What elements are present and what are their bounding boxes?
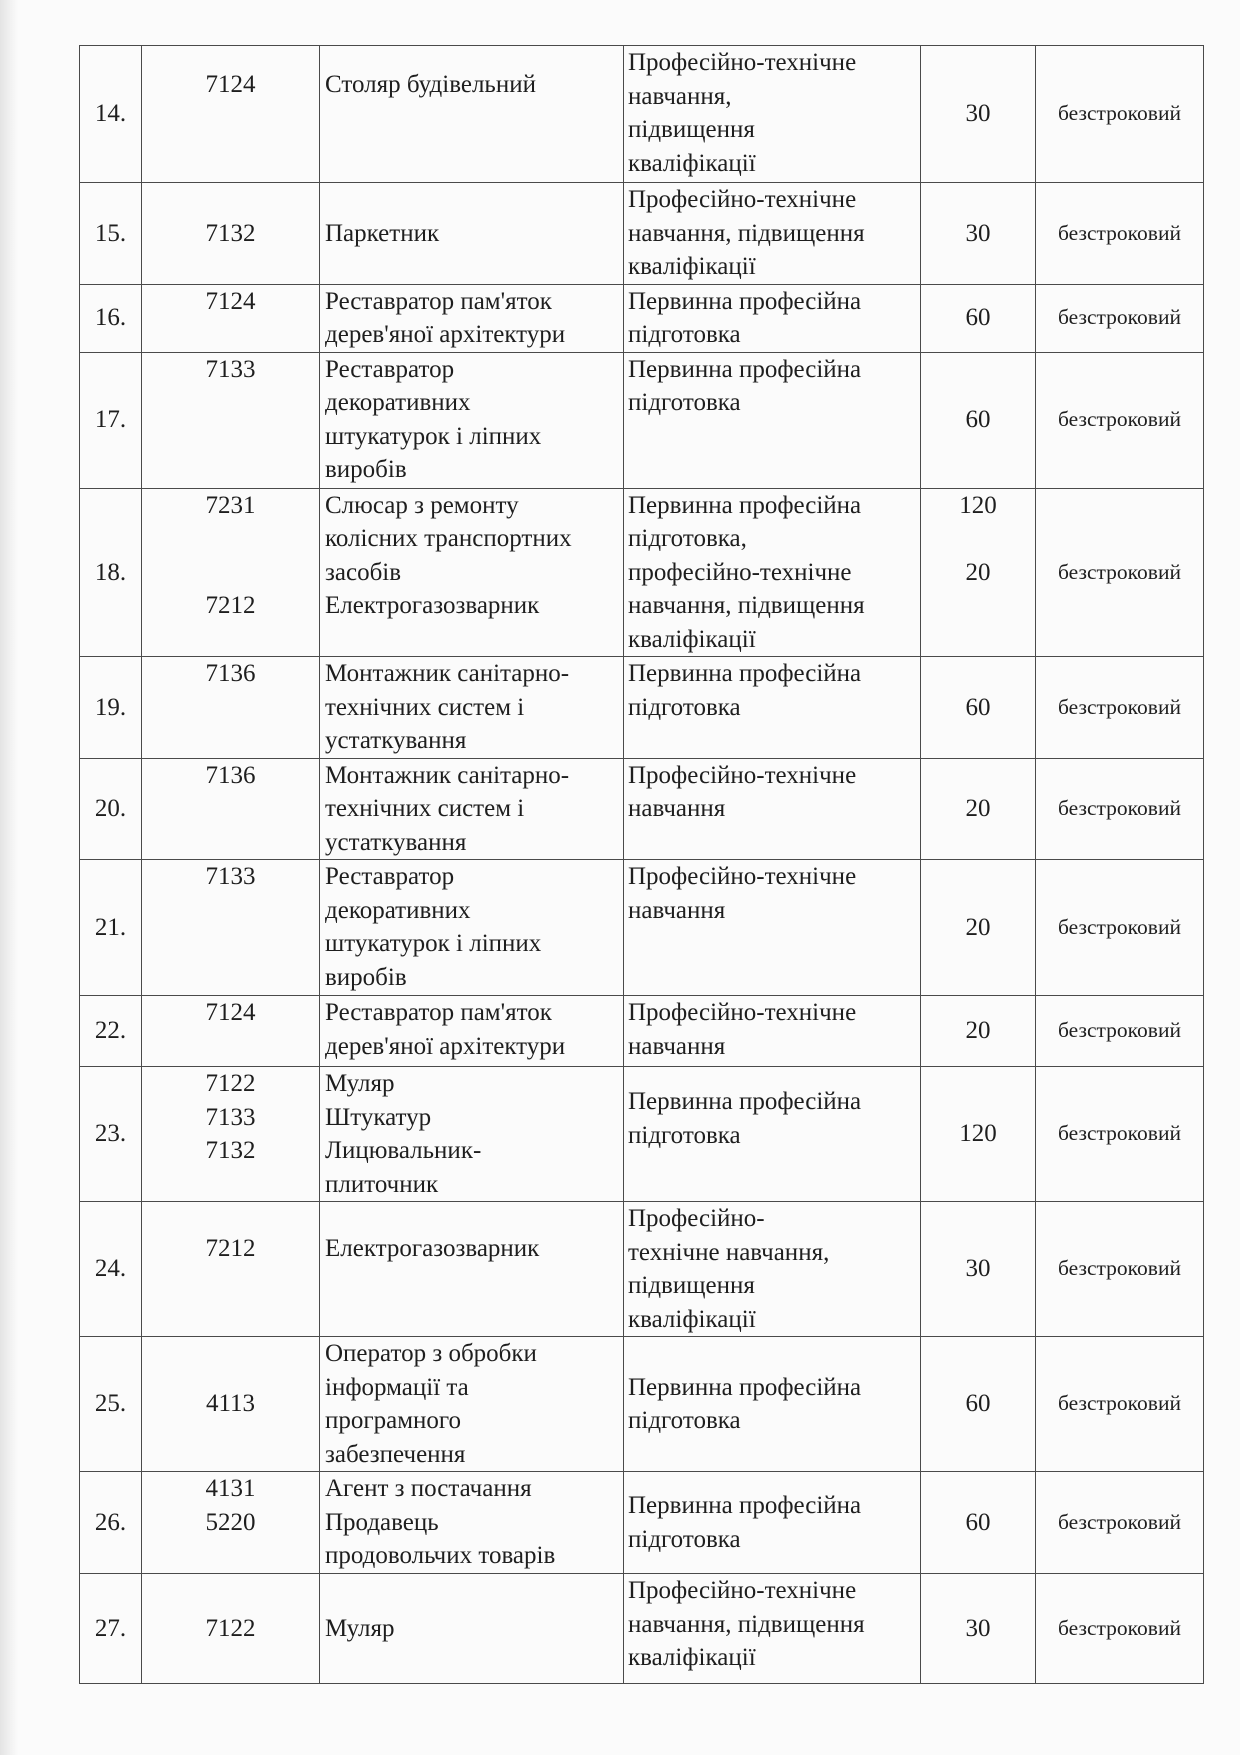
training-type-line: Первинна професійна (628, 1088, 862, 1115)
profession-code: 4131 (205, 1475, 256, 1502)
persons-count: 120 (921, 1067, 1036, 1202)
profession-codes (142, 860, 320, 996)
table-row (80, 46, 1204, 183)
training-type-line: навчання (628, 1032, 726, 1060)
profession-codes (142, 488, 320, 657)
profession-name-line: Реставратор (325, 863, 455, 890)
profession-name-line: забезпечення (325, 1440, 466, 1468)
profession-name-line: Паркетник (325, 219, 440, 247)
training-type-line: навчання (628, 795, 726, 822)
training-type-line: технічне навчання, (628, 1238, 830, 1266)
profession-name-line: плиточник (325, 1170, 439, 1198)
training-type-line: кваліфікації (628, 1644, 756, 1671)
profession-name-line: Монтажник санітарно- (325, 761, 570, 789)
spacer (927, 522, 1029, 556)
profession-name (320, 352, 624, 488)
row-number: 23. (80, 1067, 142, 1202)
table-row (80, 1067, 1204, 1202)
table-row (80, 488, 1204, 657)
persons-count: 60 (921, 1337, 1036, 1472)
table-body (80, 46, 1204, 1684)
validity-term: безстроковий (1036, 284, 1204, 352)
training-type (624, 352, 921, 488)
training-type (624, 657, 921, 759)
training-type-line: Первинна професійна (628, 1373, 862, 1401)
profession-code: 7133 (205, 1103, 256, 1131)
table-row (80, 284, 1204, 352)
profession-name (320, 860, 624, 996)
row-number: 17. (80, 352, 142, 488)
table-row (80, 758, 1204, 860)
training-type-line: підготовка, (628, 525, 747, 552)
training-type-line: кваліфікації (628, 625, 756, 653)
profession-code: 7212 (205, 592, 256, 619)
profession-code: 7133 (205, 355, 256, 383)
profession-code: 7124 (205, 71, 256, 98)
table-row (80, 860, 1204, 996)
profession-name (320, 1574, 624, 1684)
row-number: 16. (80, 284, 142, 352)
row-number: 27. (80, 1574, 142, 1684)
profession-name (320, 657, 624, 759)
persons-count: 60 (921, 657, 1036, 759)
table-row (80, 996, 1204, 1067)
profession-name-line: виробів (325, 456, 407, 483)
profession-code: 7212 (205, 1235, 256, 1262)
profession-name-line: устаткування (325, 727, 467, 754)
persons-count: 30 (921, 1574, 1036, 1684)
profession-name-line: Штукатур (325, 1103, 432, 1131)
profession-codes (142, 46, 320, 183)
table-row (80, 1337, 1204, 1472)
persons-count (921, 488, 1036, 657)
profession-name-line: технічних систем і (325, 795, 525, 822)
training-type-line: Професійно-технічне (628, 186, 857, 213)
profession-code: 7231 (205, 491, 256, 519)
training-type (624, 1337, 921, 1472)
row-number: 24. (80, 1202, 142, 1337)
training-type-line: навчання, підвищення (628, 219, 865, 247)
training-type-line: підготовка (628, 1407, 741, 1434)
row-number: 26. (80, 1472, 142, 1574)
licensed-professions-table (79, 45, 1204, 1684)
training-type-line: професійно-технічне (628, 558, 852, 586)
profession-name (320, 284, 624, 352)
profession-name-line: Оператор з обробки (325, 1340, 537, 1367)
training-type (624, 46, 921, 183)
profession-codes (142, 1202, 320, 1337)
profession-name-line: Муляр (325, 1614, 395, 1642)
training-type-line: навчання, (628, 82, 732, 110)
training-type-line: Первинна професійна (628, 660, 862, 687)
training-type-line: кваліфікації (628, 1305, 756, 1333)
training-type (624, 284, 921, 352)
row-number: 19. (80, 657, 142, 759)
training-type-line: Первинна професійна (628, 355, 862, 383)
profession-name (320, 1202, 624, 1337)
training-type-line: Професійно-технічне (628, 863, 857, 890)
validity-term: безстроковий (1036, 46, 1204, 183)
training-type (624, 1472, 921, 1574)
table-row (80, 1202, 1204, 1337)
profession-name-line: виробів (325, 963, 407, 991)
persons-count: 20 (921, 996, 1036, 1067)
persons-count-value: 120 (959, 491, 997, 519)
profession-name (320, 1337, 624, 1472)
training-type (624, 758, 921, 860)
profession-codes (142, 1067, 320, 1202)
training-type-line: Професійно-технічне (628, 999, 857, 1026)
training-type-line: підготовка (628, 1525, 741, 1553)
profession-name (320, 1472, 624, 1574)
persons-count: 60 (921, 352, 1036, 488)
profession-code: 7136 (205, 761, 256, 789)
profession-name-line: штукатурок і ліпних (325, 422, 542, 450)
training-type (624, 996, 921, 1067)
profession-name (320, 996, 624, 1067)
profession-code: 7133 (205, 863, 256, 890)
persons-count-value: 20 (965, 558, 991, 586)
profession-codes (142, 1574, 320, 1684)
profession-code: 7136 (205, 660, 256, 687)
profession-codes (142, 996, 320, 1067)
persons-count: 60 (921, 284, 1036, 352)
profession-name (320, 46, 624, 183)
training-type (624, 1067, 921, 1202)
profession-codes (142, 657, 320, 759)
training-type (624, 860, 921, 996)
profession-name-line: програмного (325, 1407, 462, 1434)
profession-name-line: декоративних (325, 896, 471, 924)
row-number: 22. (80, 996, 142, 1067)
profession-name-line: Продавець (325, 1508, 439, 1536)
table-row (80, 1472, 1204, 1574)
profession-name-line: Муляр (325, 1070, 395, 1097)
training-type (624, 183, 921, 285)
profession-name-line: інформації та (325, 1373, 469, 1401)
profession-name-line: Слюсар з ремонту (325, 491, 519, 519)
training-type (624, 488, 921, 657)
validity-term: безстроковий (1036, 183, 1204, 285)
validity-term: безстроковий (1036, 758, 1204, 860)
training-type (624, 1202, 921, 1337)
training-type-line: підготовка (628, 693, 741, 721)
profession-codes (142, 758, 320, 860)
profession-code: 4113 (205, 1390, 256, 1418)
profession-name-line: продовольчих товарів (325, 1542, 556, 1569)
training-type-line: навчання, підвищення (628, 1610, 865, 1638)
profession-code: 7132 (205, 219, 256, 247)
profession-name (320, 488, 624, 657)
training-type-line: Професійно-технічне (628, 1577, 857, 1604)
training-type-line: Первинна професійна (628, 1492, 862, 1519)
profession-code: 7122 (205, 1070, 256, 1097)
validity-term: безстроковий (1036, 1574, 1204, 1684)
validity-term: безстроковий (1036, 996, 1204, 1067)
validity-term: безстроковий (1036, 352, 1204, 488)
validity-term: безстроковий (1036, 1202, 1204, 1337)
spacer (148, 556, 313, 590)
validity-term: безстроковий (1036, 488, 1204, 657)
profession-name-line: Лицювальник- (325, 1137, 482, 1164)
validity-term: безстроковий (1036, 1067, 1204, 1202)
profession-name-line: дерев'яної архітектури (325, 1032, 566, 1060)
profession-name-line: дерев'яної архітектури (325, 321, 566, 348)
persons-count: 30 (921, 1202, 1036, 1337)
training-type-line: підготовка (628, 389, 741, 416)
profession-name (320, 758, 624, 860)
training-type-line: підготовка (628, 321, 741, 348)
persons-count: 30 (921, 183, 1036, 285)
table-row (80, 183, 1204, 285)
profession-name-line: штукатурок і ліпних (325, 930, 542, 957)
training-type-line: Професійно- (628, 1205, 765, 1232)
scan-page-edge-shadow (0, 0, 18, 1755)
persons-count: 20 (921, 860, 1036, 996)
validity-term: безстроковий (1036, 657, 1204, 759)
profession-name-line: Реставратор пам'яток (325, 287, 552, 315)
persons-count: 20 (921, 758, 1036, 860)
validity-term: безстроковий (1036, 860, 1204, 996)
profession-codes (142, 1337, 320, 1472)
profession-name (320, 1067, 624, 1202)
training-type-line: кваліфікації (628, 253, 756, 280)
profession-code: 7124 (205, 999, 256, 1026)
profession-name (320, 183, 624, 285)
row-number: 20. (80, 758, 142, 860)
profession-name-line: засобів (325, 558, 402, 586)
validity-term: безстроковий (1036, 1472, 1204, 1574)
training-type-line: підвищення (628, 116, 755, 143)
profession-name-line: декоративних (325, 389, 471, 416)
persons-count: 60 (921, 1472, 1036, 1574)
profession-name-line: Реставратор пам'яток (325, 999, 552, 1026)
row-number: 18. (80, 488, 142, 657)
profession-name-line: Електрогазозварник (325, 1235, 540, 1262)
persons-count: 30 (921, 46, 1036, 183)
row-number: 15. (80, 183, 142, 285)
table-row (80, 657, 1204, 759)
training-type (624, 1574, 921, 1684)
profession-name-line: колісних транспортних (325, 525, 572, 552)
profession-codes (142, 1472, 320, 1574)
training-type-line: навчання (628, 896, 726, 924)
table-row (80, 1574, 1204, 1684)
training-type-line: Первинна професійна (628, 287, 862, 315)
training-type-line: навчання, підвищення (628, 592, 865, 619)
row-number: 14. (80, 46, 142, 183)
training-type-line: Професійно-технічне (628, 49, 857, 76)
profession-codes (142, 183, 320, 285)
profession-name-line: Монтажник санітарно- (325, 660, 570, 687)
profession-codes (142, 352, 320, 488)
profession-code: 7122 (205, 1614, 256, 1642)
profession-name-line: устаткування (325, 828, 467, 856)
training-type-line: Первинна професійна (628, 491, 862, 519)
profession-name-line: технічних систем і (325, 693, 525, 721)
profession-name-line: Електрогазозварник (325, 592, 540, 619)
row-number: 21. (80, 860, 142, 996)
profession-code: 7124 (205, 287, 256, 315)
profession-code: 7132 (205, 1137, 256, 1164)
profession-name-line: Реставратор (325, 355, 455, 383)
table-row (80, 352, 1204, 488)
training-type-line: кваліфікації (628, 149, 756, 177)
profession-name-line: Столяр будівельний (325, 71, 536, 98)
validity-term: безстроковий (1036, 1337, 1204, 1472)
training-type-line: Професійно-технічне (628, 761, 857, 789)
profession-code: 5220 (205, 1508, 256, 1536)
training-type-line: підвищення (628, 1272, 755, 1299)
spacer (148, 522, 313, 556)
row-number: 25. (80, 1337, 142, 1472)
training-type-line: підготовка (628, 1121, 741, 1149)
profession-codes (142, 284, 320, 352)
profession-name-line: Агент з постачання (325, 1475, 532, 1502)
